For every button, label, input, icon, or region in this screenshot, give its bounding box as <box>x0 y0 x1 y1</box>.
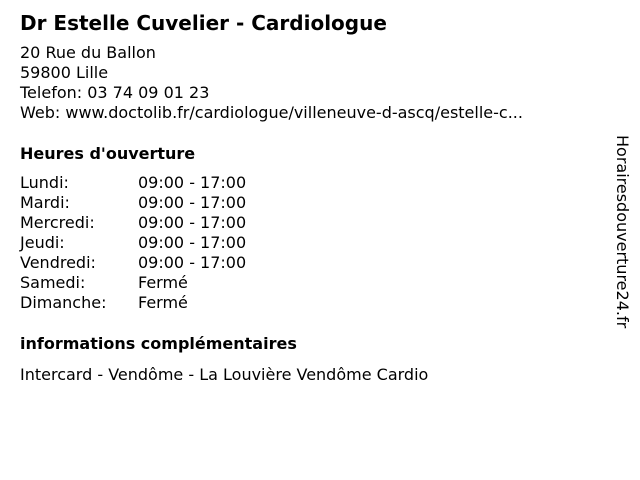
city-postal-code: 59800 Lille <box>20 63 109 82</box>
day-label: Mardi: <box>20 193 70 212</box>
hours-row-mardi <box>20 193 246 213</box>
page-title: Dr Estelle Cuvelier - Cardiologue <box>20 11 387 35</box>
day-hours: Fermé <box>138 273 188 292</box>
day-hours: 09:00 - 17:00 <box>138 253 247 272</box>
day-label: Jeudi: <box>20 233 65 252</box>
address-block <box>20 43 523 123</box>
hours-row-jeudi <box>20 233 246 253</box>
day-label: Lundi: <box>20 173 69 192</box>
additional-info-heading: informations complémentaires <box>20 334 297 353</box>
additional-info-text: Intercard - Vendôme - La Louvière Vendôme Cardio <box>20 365 429 384</box>
hours-row-mercredi <box>20 213 246 233</box>
hours-row-samedi <box>20 273 246 293</box>
day-hours: 09:00 - 17:00 <box>138 213 247 232</box>
phone-number: Telefon: 03 74 09 01 23 <box>20 83 210 102</box>
day-label: Samedi: <box>20 273 86 292</box>
opening-hours-heading: Heures d'ouverture <box>20 144 196 163</box>
day-label: Vendredi: <box>20 253 96 272</box>
day-label: Dimanche: <box>20 293 107 312</box>
day-hours: 09:00 - 17:00 <box>138 173 247 192</box>
opening-hours-table <box>20 173 246 313</box>
day-hours: 09:00 - 17:00 <box>138 233 247 252</box>
street-address: 20 Rue du Ballon <box>20 43 156 62</box>
hours-row-vendredi <box>20 253 246 273</box>
hours-row-dimanche <box>20 293 246 313</box>
day-hours: 09:00 - 17:00 <box>138 193 247 212</box>
website-link[interactable]: Web: www.doctolib.fr/cardiologue/villeneuve-d-ascq/estelle-c... <box>20 103 523 122</box>
site-watermark: Horairesdouverture24.fr <box>613 135 632 329</box>
hours-row-lundi <box>20 173 246 193</box>
day-label: Mercredi: <box>20 213 95 232</box>
day-hours: Fermé <box>138 293 188 312</box>
